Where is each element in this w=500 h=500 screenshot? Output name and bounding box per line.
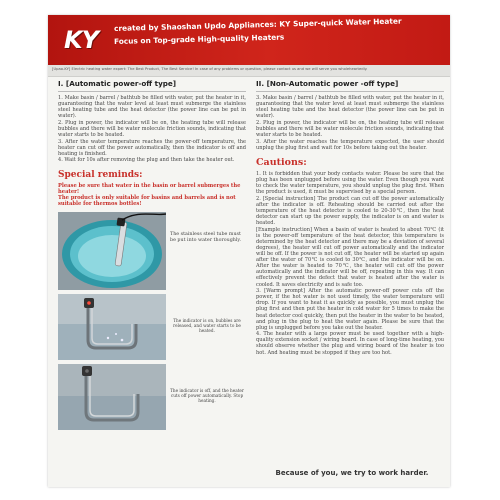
banner-subheadline: Focus on Top-grade High-quality Heaters — [113, 32, 285, 46]
tagline-bar — [48, 65, 450, 77]
section-title-non-automatic: II. [Non-Automatic power -off type] — [256, 79, 399, 88]
photo-caption-heating: The indicator is on, bubbles are released, and water starts to be heated. — [173, 317, 241, 334]
right-column — [256, 79, 444, 484]
off-photo — [58, 364, 166, 430]
heating-photo — [58, 294, 166, 360]
special-reminds-text: Please be sure that water in the basin or barrel submerges the heater! The product is only suitable for basins and barrels and is not suitable for thermos bottles! — [58, 182, 241, 208]
tagline-text: [Upao-KY] Electric heating water expert: The Best Product, The Best Service! In case of any problems or question, please contact us and we will serve you wholeheartedly. — [52, 67, 368, 71]
brand-logo: KY — [64, 26, 98, 54]
section-title-automatic: I. [Automatic power-off type] — [58, 79, 177, 88]
instruction-item: 1. Make basin / barrel / bathtub be filled with water, put the heater in it, guaranteeing that the water level at least must submerge the stainless steel heating tube and the heat detector (the power line can be put in water). — [58, 95, 246, 120]
instruction-item: 4. Wait for 10s after removing the plug and then take the heater out. — [58, 157, 235, 164]
section-divider — [58, 91, 246, 92]
caution-item: 4. The heater with a large power must be used together with a high-quality extension socket / wiring board. In case of long-time heating, you should observe whether the plug and wiring board of the heater is too hot. And heating must be stopped if they are too hot. — [256, 331, 444, 356]
caution-item: [Example instruction] When a basin of water is heated to about 70℃ (it is the power-off temperature of the heat detector, this temperature is determined by the heat detector and there may be a deviation of several degrees), the heater will cut off power automatically and the indicator will be off. If the power is not cut off, the heater will be started up again after the water of 70℃ is cooled to 30℃, and the indicator will be on. After the water is heated to 70℃, the heater will cut off the power automatically and the indicator will be off, repeating in this way. It can effectively prevent the defect that water is heated after the water is cooled. It saves electricity and is safe too. — [256, 226, 444, 288]
instruction-sheet — [48, 15, 450, 487]
caution-item: 1. It is forbidden that your body contacts water. Please be sure that the plug has been unplugged before using the water. Even though you want to check the water temperature, you should unplug the plug first. When the product is used, it must be supervised by a special person. — [256, 170, 444, 196]
footer-slogan: Because of you, we try to work harder. — [275, 469, 429, 477]
instruction-item: 3. Make basin / barrel / bathtub be filled with water, put the heater in it, guaranteeing that the water level at least must submerge the stainless steel heating tube and the heat detector (the power line can be put in water). — [256, 95, 444, 120]
photo-row-heating — [58, 294, 246, 360]
heater-off-image — [58, 364, 166, 430]
banner-headline: created by Shaoshan Updo Appliances: KY Super-quick Water Heater — [113, 16, 402, 33]
photo-caption-off: The indicator is off, and the heater cuts off power automatically. Stop heating. — [170, 387, 244, 404]
basin-with-heater-image — [58, 212, 166, 290]
cautions-title: Cautions: — [256, 156, 307, 168]
section-divider — [256, 91, 444, 92]
photo-row-off — [58, 364, 246, 430]
heater-on-image — [58, 294, 166, 360]
instruction-item: 2. Plug in power, the indicator will be on, the heating tube will release bubbles and there will be water molecule friction sounds, indicating that water starts to be heated. — [256, 119, 444, 139]
instruction-item: 2. Plug in power, the indicator will be on, the heating tube will release bubbles and there will be water molecule friction sounds, indicating that water starts to be heated. — [58, 119, 246, 139]
caution-item: 2. [Special instruction] The product can cut off the power automatically after the indicator is off. Reheating should be carried out after the temperature of the heat detector is cooled to 20-30℃, then the heat detector can start up the power supply, the indicator is on and water is heated. — [256, 195, 444, 227]
left-column — [58, 79, 246, 484]
brand-banner — [48, 15, 450, 65]
instruction-item: 3. After the water temperature reaches the power-off temperature, the heater can cut off the power automatically, then the indicator is off and heating is finished. — [58, 138, 246, 157]
instruction-item: 3. After the water reaches the temperature expected, the user should unplug the plug first and wait for 10s before taking out the heater. — [256, 138, 444, 151]
caution-item: 3. [Warm prompt] After the automatic power-off power cuts off the power, if the hot water is not used timely, the water temperature will drop. If you want to heat it as quickly as possible, you must unplug the plug first and then put the heater in cold water for 5 times to make the heat detector cool quickly, then put the heater in the water to be heated, and plug in the plug to heat the water again. Please be sure that the plug is unplugged before you take out the heater. — [256, 288, 444, 331]
photo-caption-basin: The stainless steel tube must be put into water thoroughly. — [170, 231, 242, 243]
basin-photo — [58, 212, 166, 290]
photo-row-basin — [58, 212, 246, 290]
special-reminds-title: Special reminds: — [58, 169, 143, 180]
